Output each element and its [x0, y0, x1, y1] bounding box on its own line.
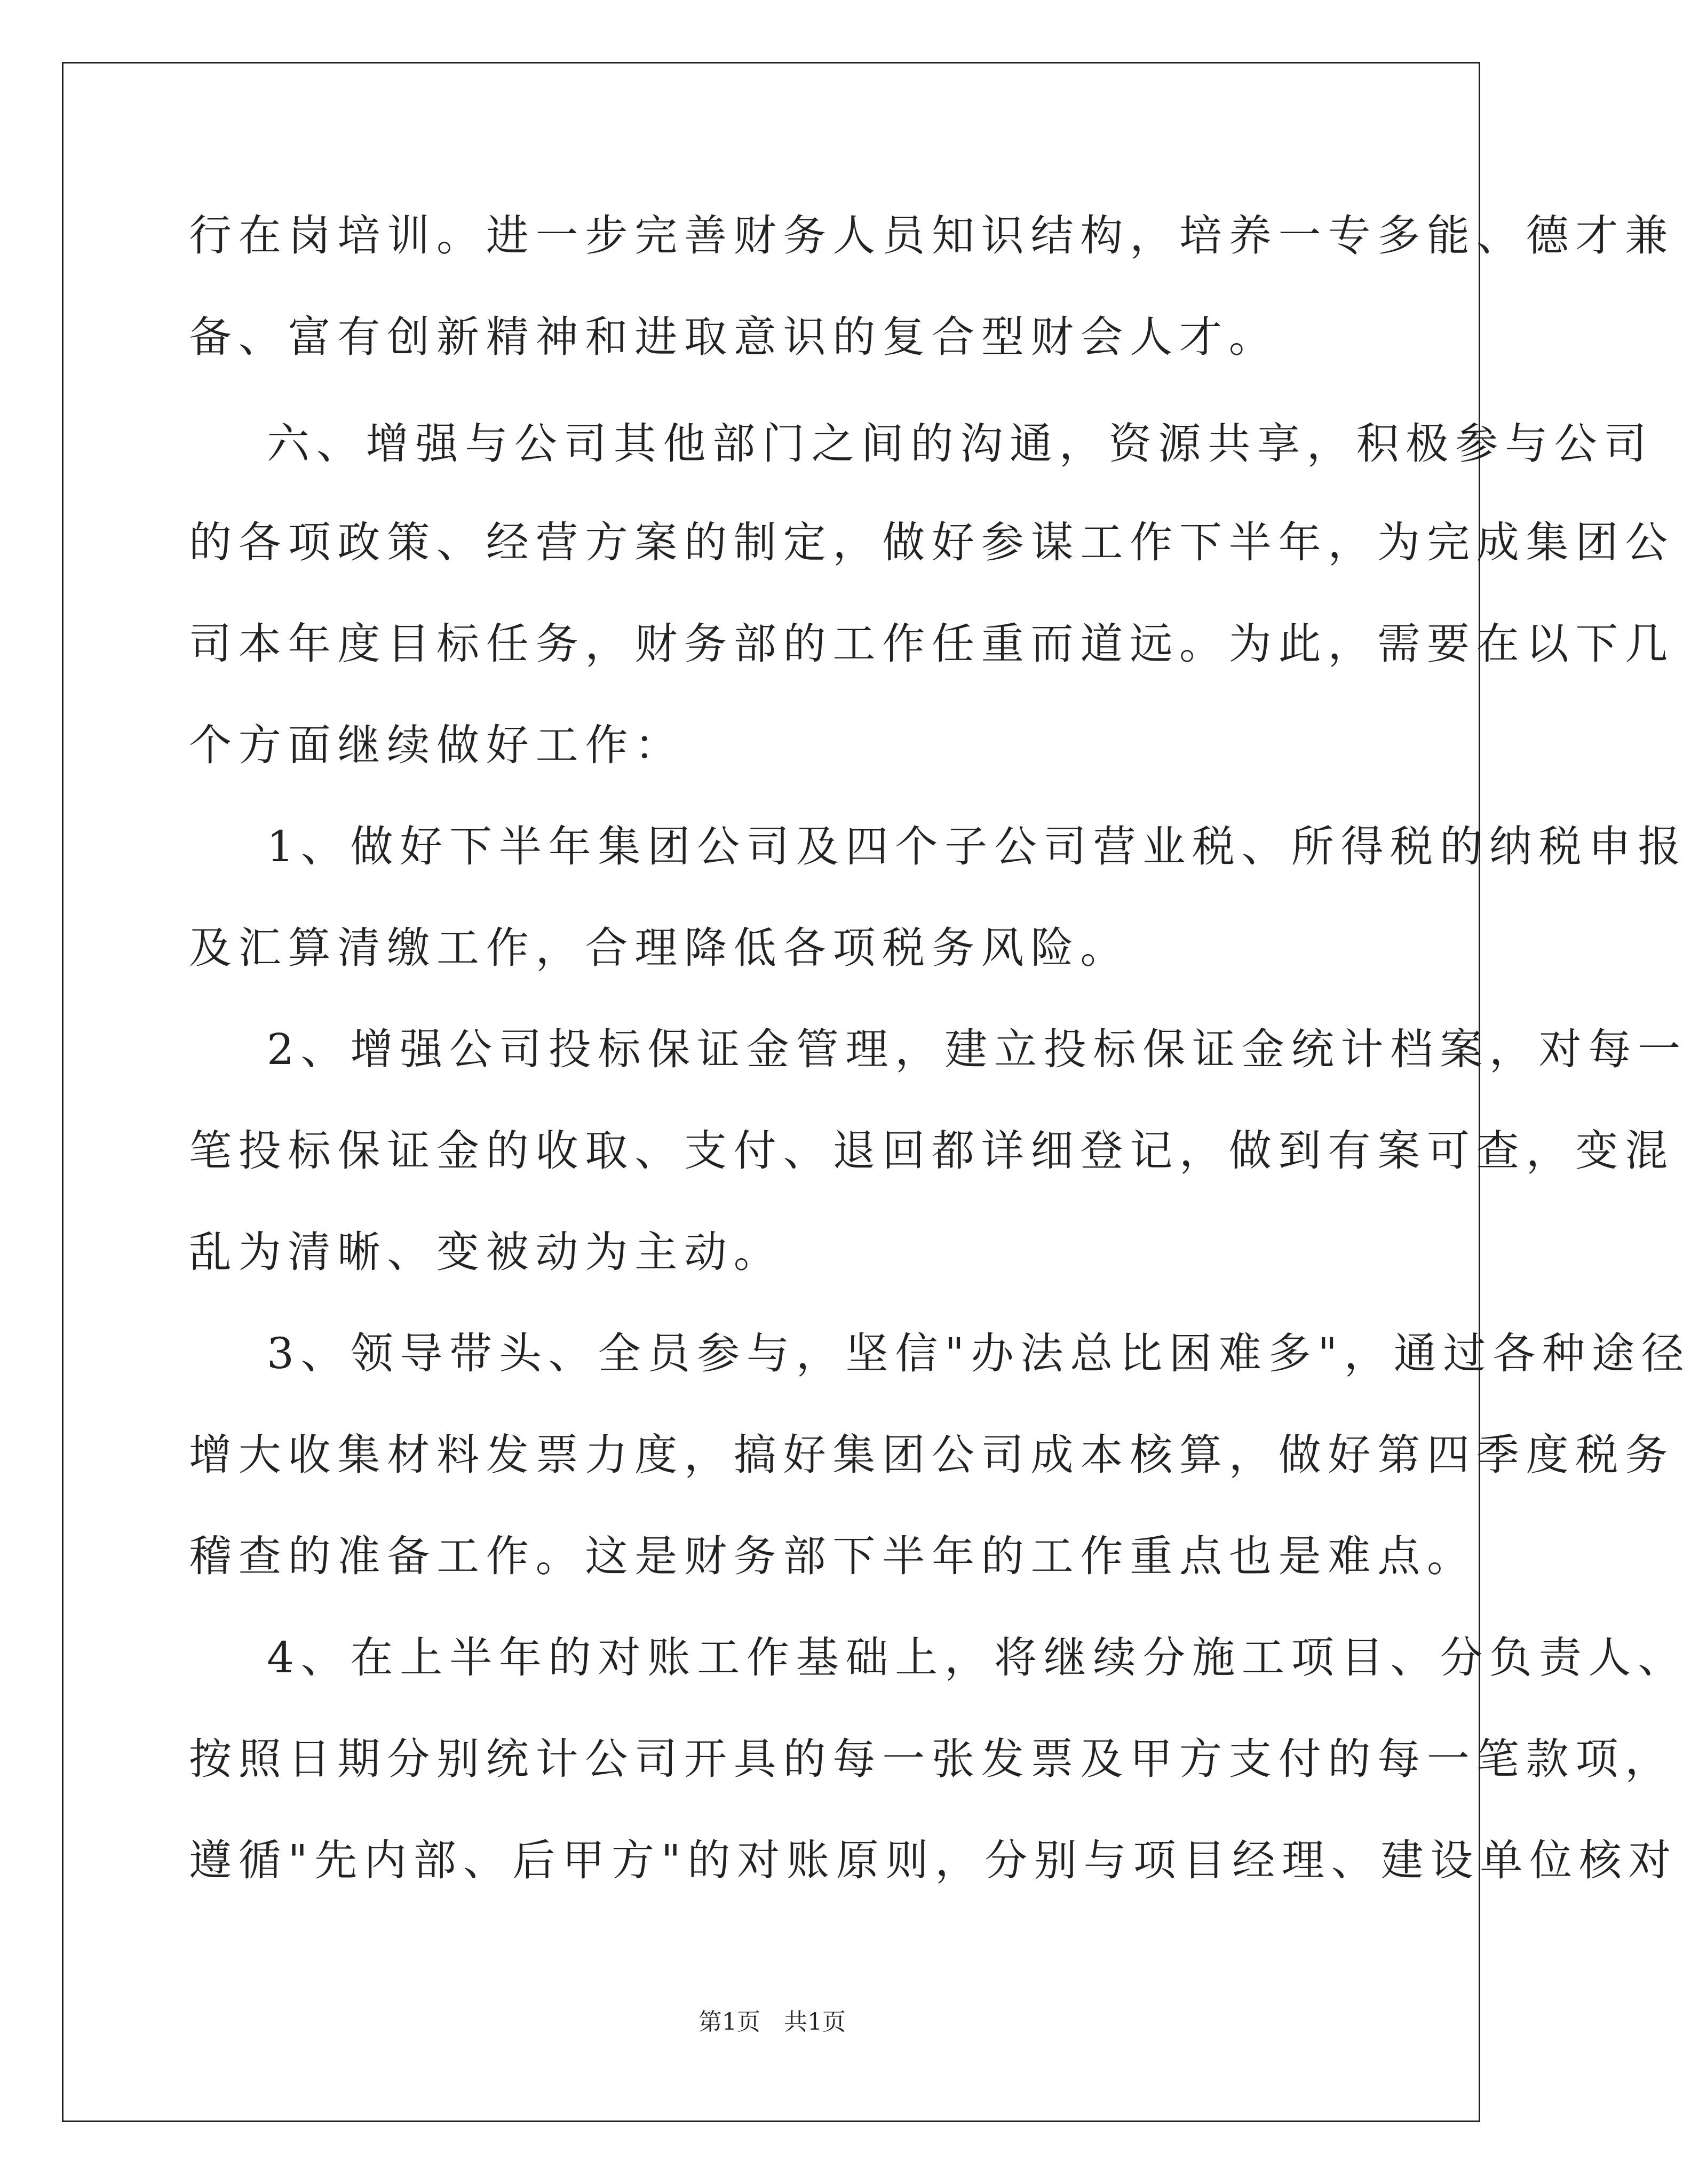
text-line: 遵循"先内部、后甲方"的对账原则，分别与项目经理、建设单位核对	[189, 1836, 1678, 1885]
text-line: 按照日期分别统计公司开具的每一张发票及甲方支付的每一笔款项，	[189, 1734, 1674, 1784]
text-line: 1、做好下半年集团公司及四个子公司营业税、所得税的纳税申报	[267, 822, 1688, 871]
text-line: 3、领导带头、全员参与，坚信"办法总比困难多"，通过各种途径	[267, 1329, 1691, 1378]
text-line: 乱为清晰、变被动为主动。	[189, 1227, 783, 1277]
text-line: 六、增强与公司其他部门之间的沟通，资源共享，积极参与公司	[267, 419, 1654, 468]
text-line: 行在岗培训。进一步完善财务人员知识结构，培养一专多能、德才兼	[189, 211, 1674, 260]
text-line: 4、在上半年的对账工作基础上，将继续分施工项目、分负责人、	[267, 1633, 1688, 1682]
text-line: 个方面继续做好工作：	[189, 720, 684, 770]
text-line: 2、增强公司投标保证金管理，建立投标保证金统计档案，对每一	[267, 1025, 1688, 1074]
text-line: 增大收集材料发票力度，搞好集团公司成本核算，做好第四季度税务	[189, 1430, 1674, 1480]
text-line: 司本年度目标任务，财务部的工作任重而道远。为此，需要在以下几	[189, 619, 1674, 669]
text-line: 稽查的准备工作。这是财务部下半年的工作重点也是难点。	[189, 1531, 1476, 1581]
text-line: 笔投标保证金的收取、支付、退回都详细登记，做到有案可查，变混	[189, 1126, 1674, 1176]
text-line: 的各项政策、经营方案的制定，做好参谋工作下半年，为完成集团公	[189, 518, 1674, 567]
text-line: 及汇算清缴工作，合理降低各项税务风险。	[189, 923, 1130, 973]
page-number: 第1页 共1页	[698, 2008, 846, 2036]
text-line: 备、富有创新精神和进取意识的复合型财会人才。	[189, 312, 1279, 362]
